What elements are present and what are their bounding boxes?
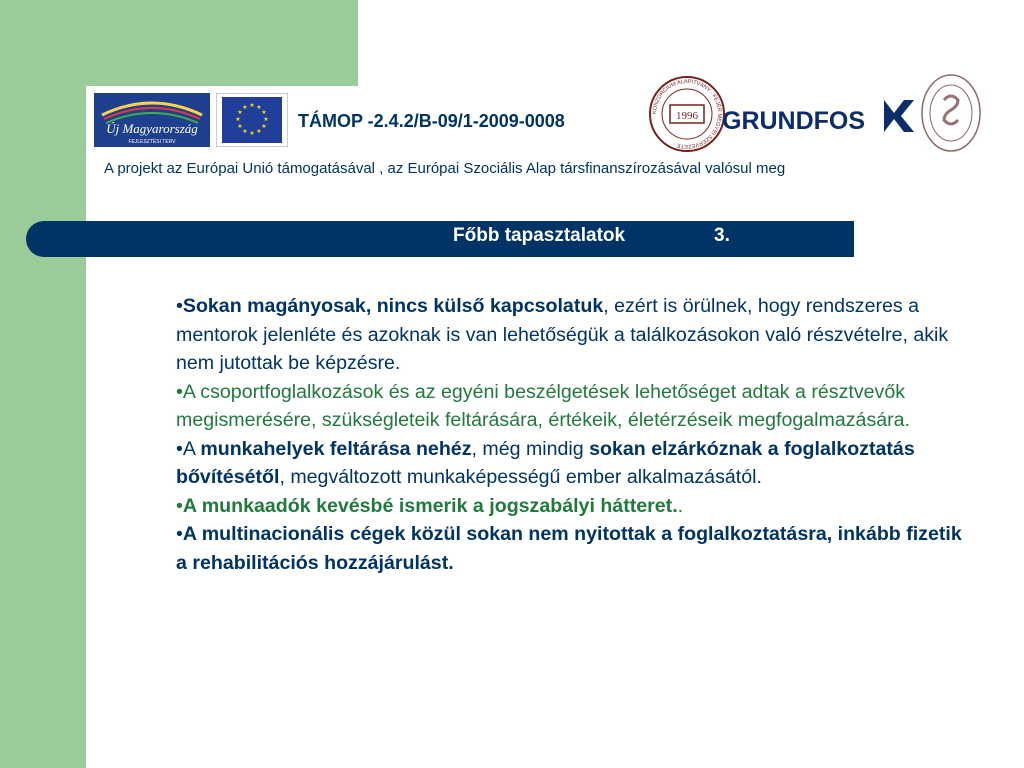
slide-number: 3. xyxy=(714,225,730,246)
bullet-mark: • xyxy=(176,523,183,545)
svg-text:★: ★ xyxy=(237,109,243,116)
bullet-item xyxy=(176,435,966,492)
svg-text:★: ★ xyxy=(249,102,255,109)
svg-text:★: ★ xyxy=(263,116,269,123)
bullet-text: . xyxy=(677,494,684,517)
eu-flag-logo xyxy=(216,93,288,147)
left-green-band xyxy=(0,0,86,768)
seal-year: 1996 xyxy=(676,110,698,122)
svg-text:★: ★ xyxy=(237,123,243,130)
uj-magyarorszag-wordmark: Új Magyarország xyxy=(106,121,198,136)
konzorcium-seal-logo xyxy=(648,75,726,153)
bullet-text-bold: munkahelyek feltárása nehéz xyxy=(200,437,472,460)
svg-text:★: ★ xyxy=(256,128,262,135)
bullet-item xyxy=(176,378,966,435)
seal-ring-text: KONZORCIUM ALAPÍTVÁNY · FEJÉR MEGYEI SZERVEZETE · xyxy=(651,78,723,150)
project-code: TÁMOP -2.4.2/B-09/1-2009-0008 xyxy=(298,111,565,131)
bullet-text: , megváltozott munkaképességű ember alkalmazásától. xyxy=(279,466,762,488)
svg-text:★: ★ xyxy=(242,128,248,135)
svg-text:★: ★ xyxy=(261,109,267,116)
grundfos-logo xyxy=(722,96,922,136)
grundfos-wordmark: GRUNDFOS xyxy=(722,107,866,135)
bullet-item xyxy=(176,492,966,521)
bullet-text: , ezért is örülnek, hogy rendszeres a mentorok jelenléte és azoknak is van lehetőségük a találkozásokon való részvételre, akik nem jutottak be képzésre. xyxy=(176,295,949,374)
svg-text:★: ★ xyxy=(242,104,248,111)
bullet-text-bold: sokan elzárkóznak a foglalkoztatás bővítésétől xyxy=(176,437,915,488)
bullet-mark: • xyxy=(176,295,183,317)
bullet-item xyxy=(176,292,966,378)
bullet-text-bold: A munkaadók kevésbé ismerik a jogszabályi hátteret. xyxy=(182,494,678,517)
bullet-text: A csoportfoglalkozások és az egyéni beszélgetések lehetőséget adtak a résztvevők megismerésére, szükségleteik feltárására, értékeik, életérzéseik megfogalmazására. xyxy=(176,380,911,431)
association-seal-logo xyxy=(920,72,982,154)
bullet-mark: • xyxy=(176,494,183,517)
svg-text:★: ★ xyxy=(249,130,255,137)
svg-text:★: ★ xyxy=(235,116,241,123)
funding-statement: A projekt az Európai Unió támogatásával , az Európai Szociális Alap társfinanszírozásával valósul meg xyxy=(104,160,786,177)
bullet-text: A xyxy=(182,437,201,460)
bullet-item xyxy=(176,520,966,577)
top-green-block xyxy=(86,0,358,86)
svg-text:★: ★ xyxy=(256,104,262,111)
bullet-list xyxy=(176,292,966,577)
uj-magyarorszag-logo xyxy=(94,93,210,147)
bullet-text: , még mindig xyxy=(471,437,590,460)
bullet-text-bold: A multinacionális cégek közül sokan nem nyitottak a foglalkoztatásra, inkább fizetik a rehabilitációs hozzájárulást. xyxy=(176,523,962,574)
bullet-mark: • xyxy=(176,380,183,403)
bullet-text-bold: Sokan magányosak, nincs külső kapcsolatuk xyxy=(182,295,604,317)
bullet-mark: • xyxy=(176,437,183,460)
svg-text:★: ★ xyxy=(261,123,267,130)
uj-magyarorszag-tagline: FEJLESZTÉSI TERV xyxy=(128,139,176,145)
slide-title: Főbb tapasztalatok xyxy=(453,225,626,246)
